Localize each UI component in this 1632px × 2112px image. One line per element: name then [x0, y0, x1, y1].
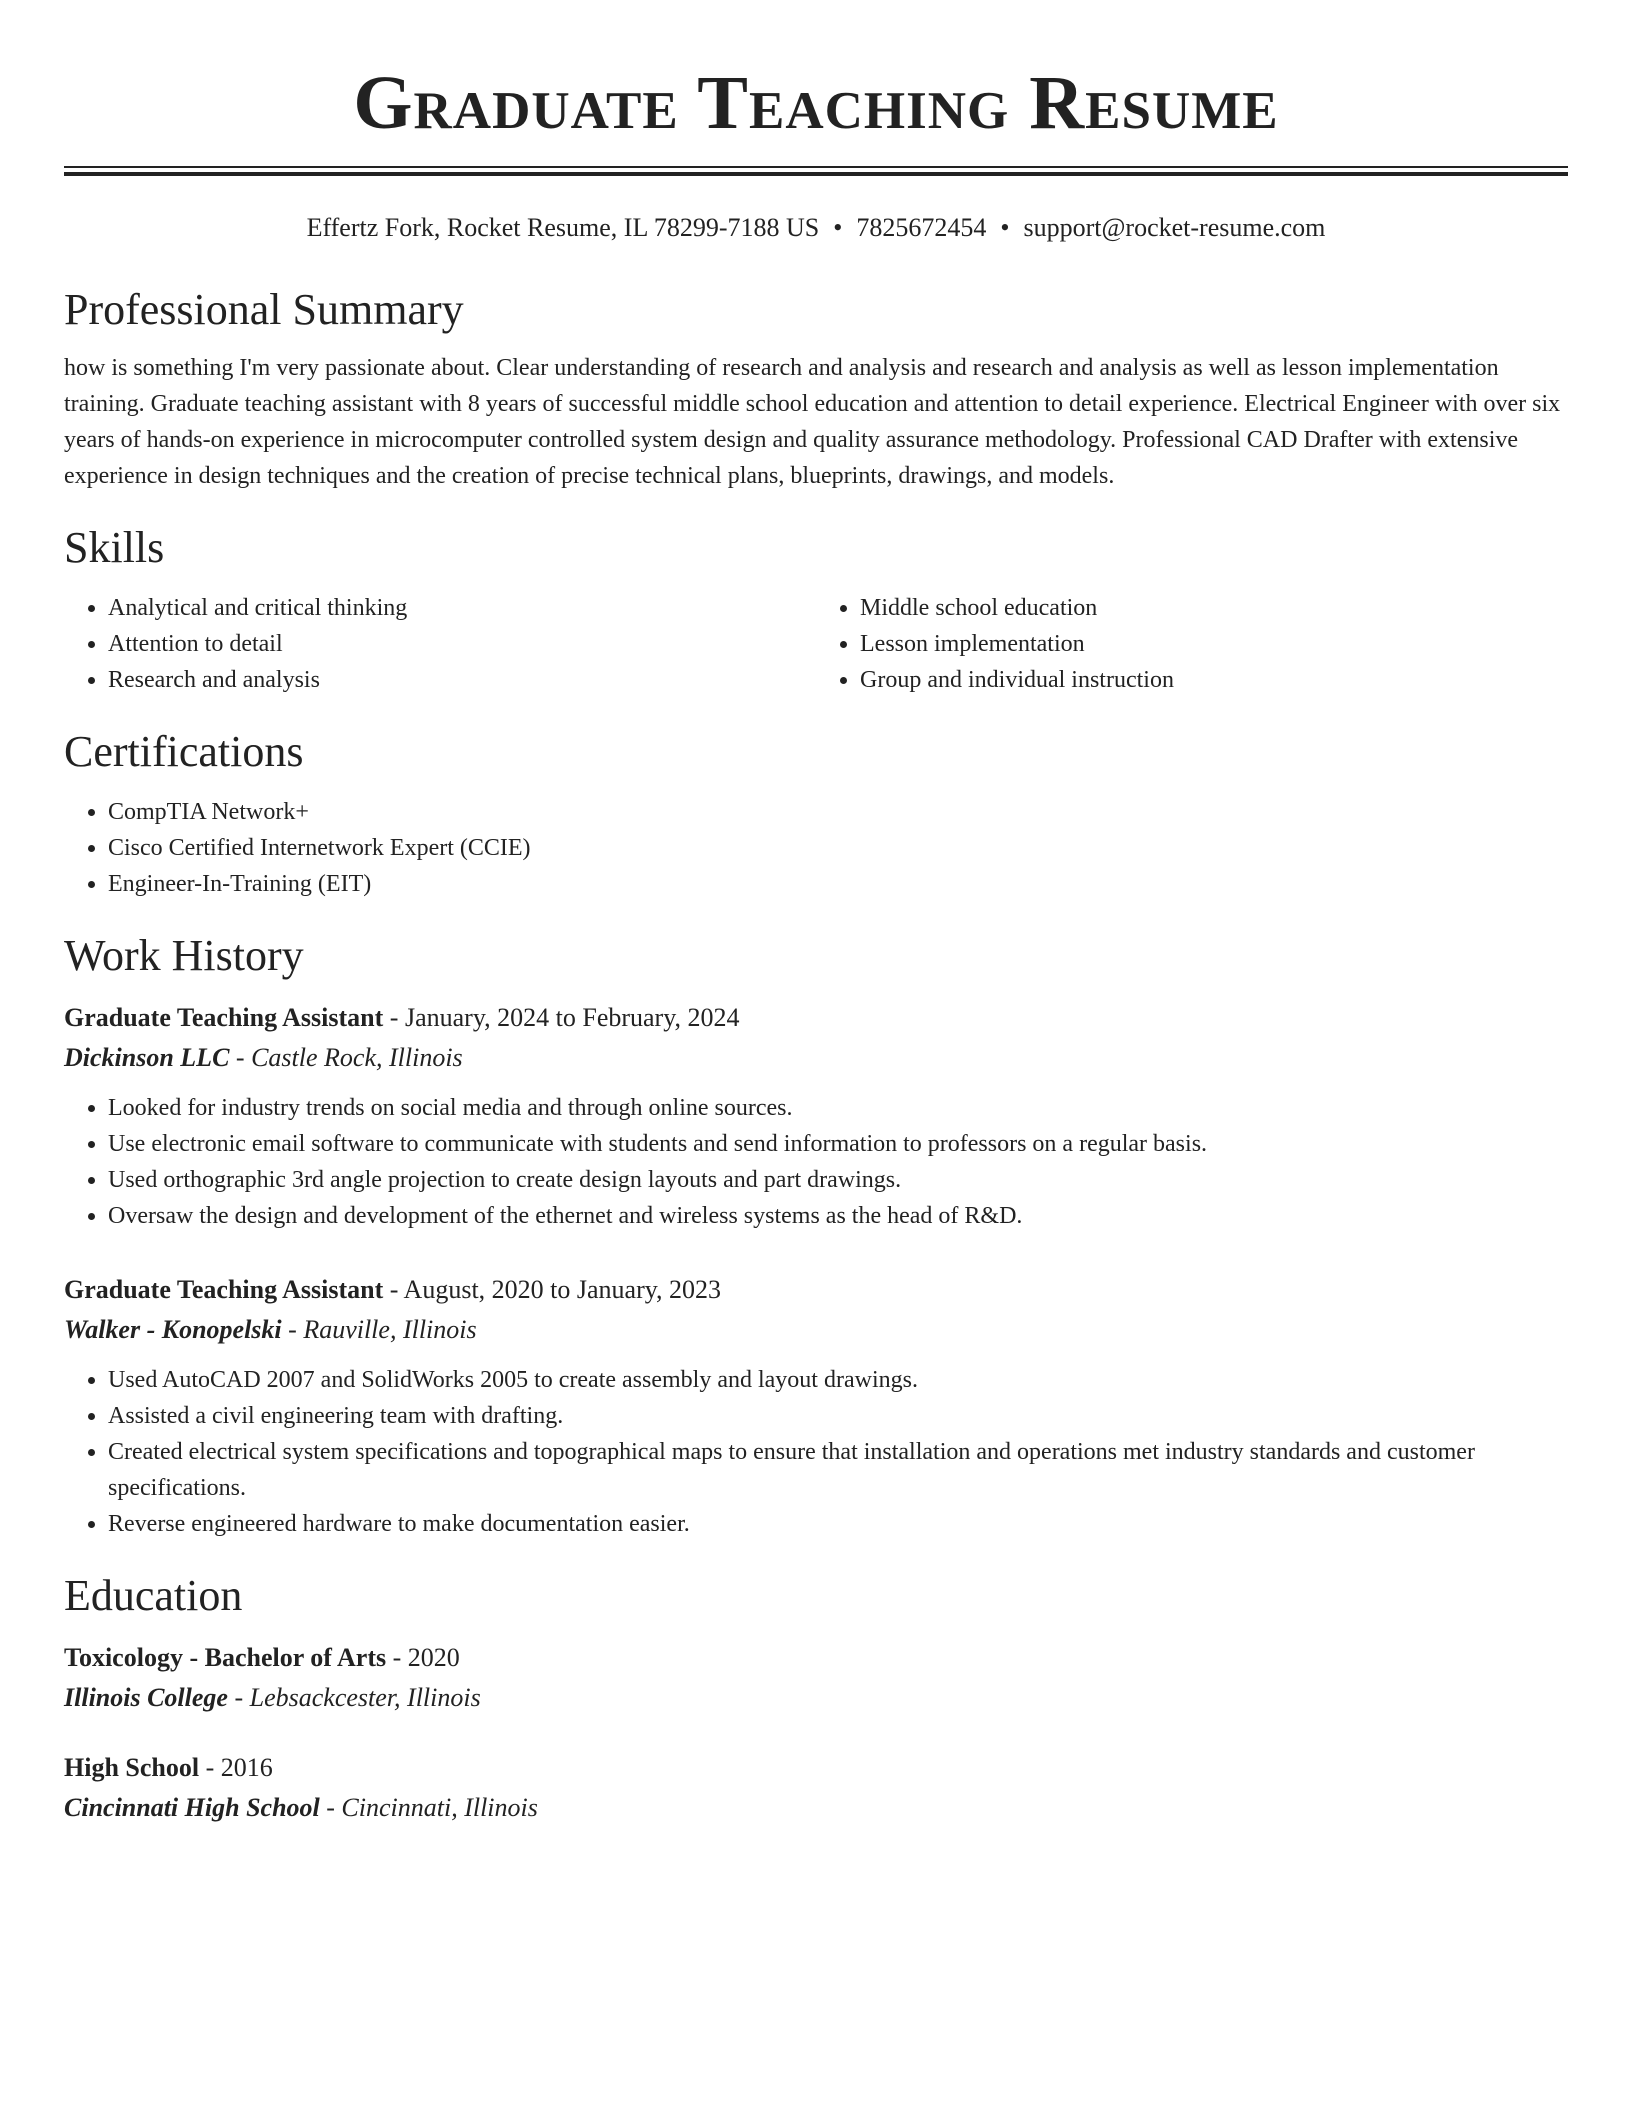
company-line	[64, 1310, 1568, 1350]
skill-item: • Research and analysis	[108, 662, 816, 698]
certification-item: • CompTIA Network+	[108, 794, 1568, 830]
duty-item: • Reverse engineered hardware to make documentation easier.	[108, 1506, 1568, 1542]
dash: -	[389, 1003, 399, 1032]
work-history-heading: Work History	[64, 931, 304, 980]
dash: -	[288, 1315, 297, 1344]
dash: -	[234, 1683, 244, 1712]
company-location: Rauville, Illinois	[303, 1315, 477, 1344]
job-title: Graduate Teaching Assistant	[64, 1003, 384, 1032]
school-line	[64, 1678, 1568, 1718]
duty-item: • Looked for industry trends on social media and through online sources.	[108, 1090, 1568, 1126]
school-location: Lebsackcester, Illinois	[249, 1683, 481, 1712]
title-divider	[64, 166, 1568, 176]
job-dates: January, 2024 to February, 2024	[404, 1003, 740, 1032]
graduation-year: 2020	[407, 1643, 460, 1672]
resume-title: Graduate Teaching Resume	[353, 61, 1279, 145]
education-entry	[64, 1748, 1568, 1828]
certifications-list	[64, 794, 1568, 902]
skills-column-left	[64, 590, 816, 698]
contact-separator: •	[1000, 213, 1010, 242]
degree-line	[64, 1748, 1568, 1788]
contact-separator: •	[833, 213, 843, 242]
skill-item: • Lesson implementation	[860, 626, 1568, 662]
degree-line	[64, 1638, 1568, 1678]
contact-phone: 7825672454	[856, 213, 987, 242]
duty-item: • Created electrical system specifications and topographical maps to ensure that installation and operations met industry standards and customer specifications.	[108, 1434, 1568, 1506]
dash: -	[205, 1753, 215, 1782]
company-name: Walker - Konopelski	[64, 1315, 282, 1344]
school-location: Cincinnati, Illinois	[341, 1793, 538, 1822]
job-title-line	[64, 998, 1568, 1038]
job-title: Graduate Teaching Assistant	[64, 1275, 384, 1304]
job-entry	[64, 998, 1568, 1234]
degree: High School	[64, 1753, 200, 1782]
duty-item: • Use electronic email software to communicate with students and send information to professors on a regular basis.	[108, 1126, 1568, 1162]
dash: -	[389, 1275, 399, 1304]
job-duties	[64, 1362, 1568, 1542]
contact-email: support@rocket-resume.com	[1023, 213, 1326, 242]
skill-item: • Middle school education	[860, 590, 1568, 626]
school-name: Illinois College	[64, 1683, 228, 1712]
skills-heading: Skills	[64, 523, 165, 572]
certification-item: • Engineer-In-Training (EIT)	[108, 866, 1568, 902]
job-duties	[64, 1090, 1568, 1234]
education-heading: Education	[64, 1571, 243, 1620]
dash: -	[235, 1043, 245, 1072]
job-title-line	[64, 1270, 1568, 1310]
skill-item: • Attention to detail	[108, 626, 816, 662]
skills-list	[64, 590, 1568, 698]
certifications-heading: Certifications	[64, 727, 304, 776]
job-dates: August, 2020 to January, 2023	[403, 1275, 722, 1304]
contact-line	[64, 210, 1568, 246]
certification-item: • Cisco Certified Internetwork Expert (CCIE)	[108, 830, 1568, 866]
contact-address: Effertz Fork, Rocket Resume, IL 78299-7188 US	[306, 213, 820, 242]
duty-item: • Used AutoCAD 2007 and SolidWorks 2005 to create assembly and layout drawings.	[108, 1362, 1568, 1398]
summary-text: how is something I'm very passionate about. Clear understanding of research and analysis and research and analysis as well as lesson implementation training. Graduate teaching assistant with 8 years of successful middle school education and attention to detail experience. Electrical Engineer with over six years of hands-on experience in microcomputer controlled system design and quality assurance methodology. Professional CAD Drafter with extensive experience in design techniques and the creation of precise technical plans, blueprints, drawings, and models.	[64, 355, 1561, 489]
skill-item: • Analytical and critical thinking	[108, 590, 816, 626]
skills-column-right	[816, 590, 1568, 698]
school-line	[64, 1788, 1568, 1828]
company-name: Dickinson LLC	[64, 1043, 230, 1072]
skill-item: • Group and individual instruction	[860, 662, 1568, 698]
company-location: Castle Rock, Illinois	[251, 1043, 463, 1072]
dash: -	[326, 1793, 335, 1822]
duty-item: • Assisted a civil engineering team with drafting.	[108, 1398, 1568, 1434]
degree: Toxicology - Bachelor of Arts	[64, 1643, 387, 1672]
job-entry	[64, 1270, 1568, 1542]
school-name: Cincinnati High School	[64, 1793, 320, 1822]
duty-item: • Oversaw the design and development of the ethernet and wireless systems as the head of R&D.	[108, 1198, 1568, 1234]
duty-item: • Used orthographic 3rd angle projection to create design layouts and part drawings.	[108, 1162, 1568, 1198]
company-line	[64, 1038, 1568, 1078]
summary-heading: Professional Summary	[64, 285, 464, 334]
education-entry	[64, 1638, 1568, 1718]
dash: -	[392, 1643, 402, 1672]
graduation-year: 2016	[220, 1753, 273, 1782]
